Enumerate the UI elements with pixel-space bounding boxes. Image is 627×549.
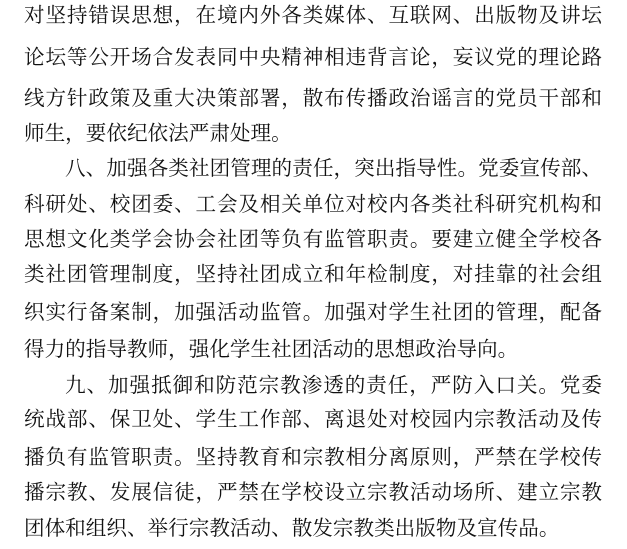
text-line: 科研处、校团委、工会及相关单位对校内各类社科研究机构和 [24, 192, 602, 216]
text-line: 论坛等公开场合发表同中央精神相违背言论，妄议党的理论路 [24, 45, 602, 69]
text-line: 织实行备案制，加强活动监管。加强对学生社团的管理，配备 [24, 300, 602, 324]
text-line: 统战部、保卫处、学生工作部、离退处对校园内宗教活动及传 [24, 407, 602, 431]
text-line: 线方针政策及重大决策部署，散布传播政治谣言的党员干部和 [24, 86, 602, 110]
text-line: 对坚持错误思想，在境内外各类媒体、互联网、出版物及讲坛 [24, 3, 602, 27]
text-line: 师生，要依纪依法严肃处理。 [24, 121, 292, 145]
text-line: 思想文化类学会协会社团等负有监管职责。要建立健全学校各 [24, 227, 602, 251]
paragraph-heading-line: 九、加强抵御和防范宗教渗透的责任，严防入口关。党委 [65, 373, 602, 397]
text-line: 播宗教、发展信徒，严禁在学校设立宗教活动场所、建立宗教 [24, 480, 602, 504]
text-line: 得力的指导教师，强化学生社团活动的思想政治导向。 [24, 337, 519, 361]
paragraph-heading-line: 八、加强各类社团管理的责任，突出指导性。党委宣传部、 [65, 156, 602, 180]
text-line: 类社团管理制度，坚持社团成立和年检制度，对挂靠的社会组 [24, 262, 602, 286]
text-line: 播负有监管职责。坚持教育和宗教相分离原则，严禁在学校传 [24, 445, 602, 469]
text-line: 团体和组织、举行宗教活动、散发宗教类出版物及宣传品。 [24, 516, 560, 540]
